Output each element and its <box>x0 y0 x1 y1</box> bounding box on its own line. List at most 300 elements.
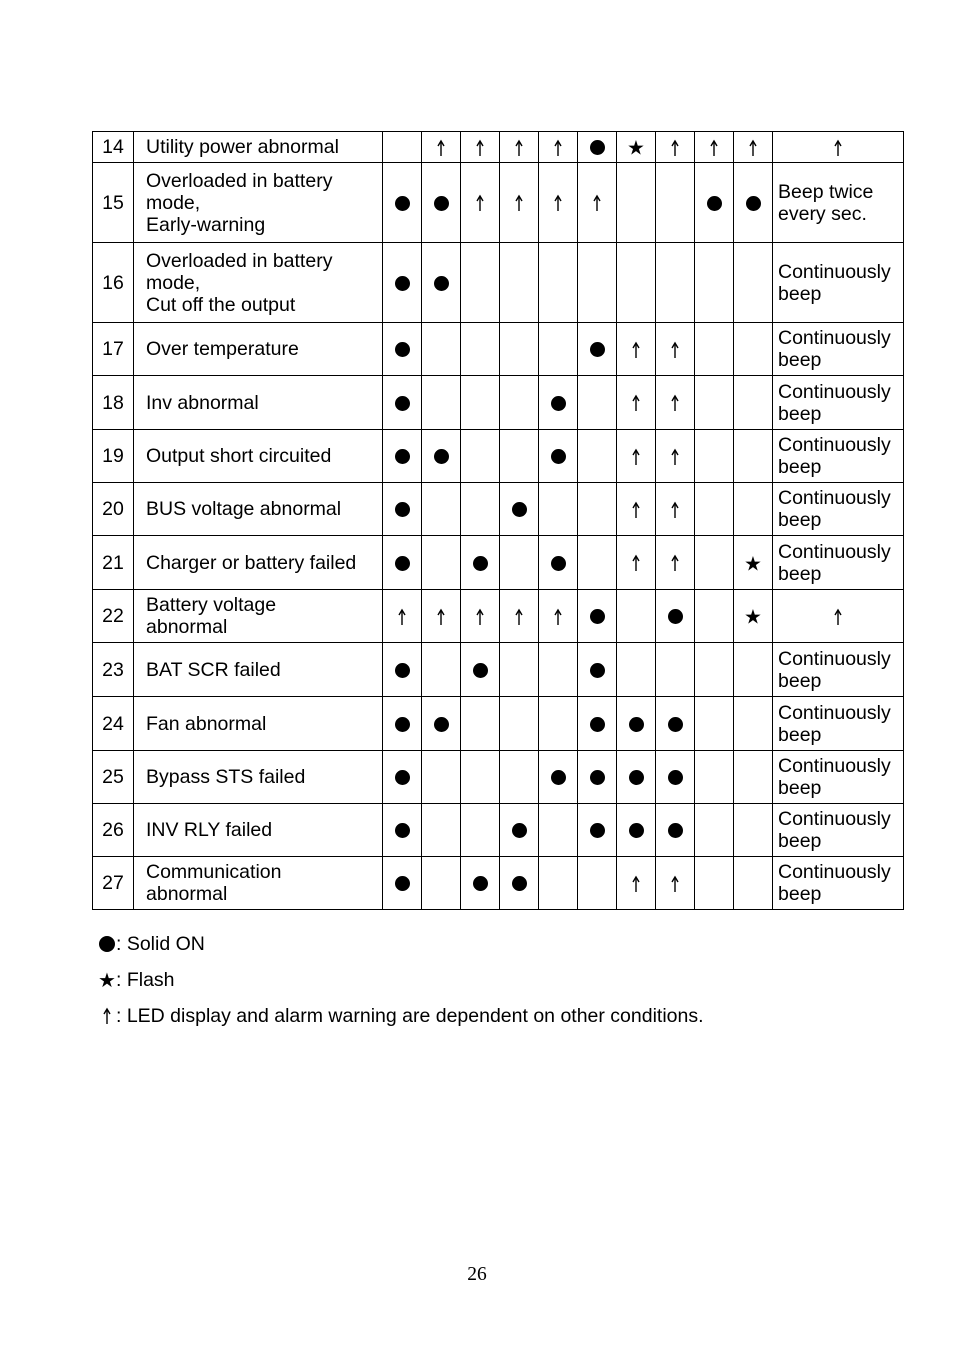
led-cell <box>578 430 617 483</box>
row-number: 21 <box>93 536 134 590</box>
solid-dot-icon <box>395 663 410 678</box>
alarm-text: Continuously beep <box>778 487 891 531</box>
led-cell <box>617 857 656 910</box>
row-description: Communication abnormal <box>146 861 282 905</box>
row-description-cell <box>134 804 383 857</box>
led-cell <box>656 590 695 643</box>
led-cell <box>734 643 773 697</box>
led-cell <box>578 697 617 751</box>
legend-dependent-text: : LED display and alarm warning are dependent on other conditions. <box>116 1005 704 1027</box>
led-cell <box>695 536 734 590</box>
arrow-up-icon <box>98 1007 116 1025</box>
arrow-up-icon <box>670 136 680 158</box>
led-cell <box>539 323 578 376</box>
led-cell <box>461 590 500 643</box>
arrow-up-icon <box>397 605 407 627</box>
led-cell <box>422 132 461 163</box>
led-cell <box>656 243 695 323</box>
solid-dot-icon <box>434 196 449 211</box>
arrow-up-icon <box>631 498 641 520</box>
row-number: 19 <box>93 430 134 483</box>
led-cell <box>734 857 773 910</box>
led-cell <box>617 243 656 323</box>
alarm-cell <box>773 376 904 430</box>
led-cell <box>656 376 695 430</box>
led-cell <box>539 590 578 643</box>
alarm-cell <box>773 163 904 243</box>
alarm-cell <box>773 590 904 643</box>
alarm-text: Continuously beep <box>778 861 891 905</box>
led-cell <box>656 804 695 857</box>
arrow-up-icon <box>670 552 680 574</box>
arrow-up-icon <box>514 136 524 158</box>
row-number: 20 <box>93 483 134 536</box>
led-cell <box>656 430 695 483</box>
led-cell <box>695 804 734 857</box>
alarm-cell <box>773 751 904 804</box>
led-cell <box>461 751 500 804</box>
solid-dot-icon <box>512 502 527 517</box>
solid-dot-icon <box>473 556 488 571</box>
led-cell <box>695 751 734 804</box>
led-cell <box>539 163 578 243</box>
row-description: INV RLY failed <box>146 819 273 841</box>
row-description-cell <box>134 857 383 910</box>
alarm-text: Continuously beep <box>778 808 891 852</box>
led-cell <box>539 243 578 323</box>
led-cell <box>578 536 617 590</box>
led-cell <box>734 163 773 243</box>
row-description: Over temperature <box>146 338 299 360</box>
row-description-cell <box>134 243 383 323</box>
led-cell <box>461 804 500 857</box>
led-cell <box>500 590 539 643</box>
led-cell <box>461 132 500 163</box>
solid-dot-icon <box>707 196 722 211</box>
arrow-up-icon <box>670 392 680 414</box>
solid-dot-icon <box>473 663 488 678</box>
row-description: Output short circuited <box>146 445 332 467</box>
table-row <box>93 536 904 590</box>
led-cell <box>539 483 578 536</box>
solid-dot-icon <box>395 276 410 291</box>
led-cell <box>656 483 695 536</box>
row-description-cell <box>134 751 383 804</box>
alarm-cell <box>773 323 904 376</box>
alarm-text: Continuously beep <box>778 755 891 799</box>
led-cell <box>539 643 578 697</box>
led-cell <box>656 323 695 376</box>
arrow-up-icon <box>436 136 446 158</box>
legend-solid-on-text: : Solid ON <box>116 933 205 955</box>
solid-dot-icon <box>395 823 410 838</box>
led-cell <box>422 430 461 483</box>
table-row <box>93 590 904 643</box>
solid-dot-icon <box>590 717 605 732</box>
led-cell <box>500 132 539 163</box>
led-cell <box>617 132 656 163</box>
table-row <box>93 697 904 751</box>
solid-dot-icon <box>434 717 449 732</box>
solid-dot-icon <box>629 717 644 732</box>
row-description-cell <box>134 430 383 483</box>
alarm-text: Continuously beep <box>778 260 891 305</box>
legend-dependent <box>98 1005 704 1027</box>
led-cell <box>656 536 695 590</box>
led-cell <box>539 376 578 430</box>
row-description: Inv abnormal <box>146 391 259 414</box>
led-cell <box>695 132 734 163</box>
arrow-up-icon <box>670 872 680 894</box>
led-cell <box>461 536 500 590</box>
led-cell <box>656 751 695 804</box>
table-row <box>93 751 904 804</box>
led-cell <box>539 804 578 857</box>
row-number: 25 <box>93 751 134 804</box>
led-cell <box>578 163 617 243</box>
row-description: BAT SCR failed <box>146 658 281 681</box>
led-cell <box>422 376 461 430</box>
alarm-cell <box>773 483 904 536</box>
table-row <box>93 430 904 483</box>
arrow-up-icon <box>709 136 719 158</box>
led-cell <box>383 590 422 643</box>
led-cell <box>461 243 500 323</box>
led-cell <box>578 483 617 536</box>
arrow-up-icon <box>773 605 903 627</box>
led-cell <box>422 536 461 590</box>
arrow-up-icon <box>514 192 524 214</box>
row-number: 26 <box>93 804 134 857</box>
table-row <box>93 163 904 243</box>
row-number: 24 <box>93 697 134 751</box>
led-cell <box>578 243 617 323</box>
led-cell <box>617 430 656 483</box>
led-cell <box>422 590 461 643</box>
star-icon: ★ <box>744 551 762 576</box>
arrow-up-icon <box>514 605 524 627</box>
led-cell <box>422 697 461 751</box>
led-cell <box>461 483 500 536</box>
led-cell <box>383 243 422 323</box>
led-cell <box>695 323 734 376</box>
led-cell <box>617 804 656 857</box>
solid-dot-icon <box>668 717 683 732</box>
led-cell <box>695 430 734 483</box>
arrow-up-icon <box>553 136 563 158</box>
led-cell <box>461 857 500 910</box>
row-number: 16 <box>93 243 134 323</box>
led-cell <box>695 697 734 751</box>
led-cell <box>461 430 500 483</box>
table-row <box>93 323 904 376</box>
arrow-up-icon <box>631 338 641 360</box>
star-icon: ★ <box>627 135 645 160</box>
led-cell <box>656 857 695 910</box>
led-cell <box>734 376 773 430</box>
led-cell <box>578 804 617 857</box>
row-description: Overloaded in battery mode, Early-warning <box>146 169 333 236</box>
arrow-up-icon <box>670 338 680 360</box>
led-cell <box>461 697 500 751</box>
row-description-cell <box>134 323 383 376</box>
led-cell <box>617 590 656 643</box>
led-cell <box>578 857 617 910</box>
led-cell <box>383 804 422 857</box>
led-cell <box>734 697 773 751</box>
led-cell <box>500 430 539 483</box>
alarm-cell <box>773 643 904 697</box>
solid-dot-icon <box>551 396 566 411</box>
led-cell <box>734 430 773 483</box>
led-cell <box>500 697 539 751</box>
led-cell <box>617 483 656 536</box>
row-description-cell <box>134 643 383 697</box>
led-cell <box>656 697 695 751</box>
led-cell <box>539 536 578 590</box>
led-cell <box>500 857 539 910</box>
led-cell <box>617 697 656 751</box>
arrow-up-icon <box>553 605 563 627</box>
led-cell <box>500 483 539 536</box>
row-number: 17 <box>93 323 134 376</box>
table-row <box>93 376 904 430</box>
led-cell <box>578 590 617 643</box>
led-cell <box>617 376 656 430</box>
solid-dot-icon <box>551 449 566 464</box>
led-cell <box>383 376 422 430</box>
led-cell <box>422 751 461 804</box>
solid-dot-icon <box>629 770 644 785</box>
led-cell <box>734 536 773 590</box>
solid-dot-icon <box>395 396 410 411</box>
led-cell <box>695 376 734 430</box>
led-cell <box>734 243 773 323</box>
legend-flash-text: : Flash <box>116 969 175 991</box>
solid-dot-icon <box>395 502 410 517</box>
led-cell <box>383 697 422 751</box>
solid-dot-icon <box>512 823 527 838</box>
led-cell <box>734 483 773 536</box>
led-cell <box>734 590 773 643</box>
star-icon: ★ <box>98 968 116 992</box>
led-cell <box>422 857 461 910</box>
arrow-up-icon <box>631 872 641 894</box>
led-cell <box>461 323 500 376</box>
led-cell <box>656 163 695 243</box>
led-cell <box>383 163 422 243</box>
row-description: Bypass STS failed <box>146 766 306 788</box>
table-row <box>93 132 904 163</box>
solid-dot-icon <box>629 823 644 838</box>
arrow-up-icon <box>670 498 680 520</box>
alarm-cell <box>773 430 904 483</box>
led-cell <box>383 132 422 163</box>
solid-dot-icon <box>590 770 605 785</box>
arrow-up-icon <box>475 192 485 214</box>
solid-dot-icon <box>668 609 683 624</box>
legend-solid-on <box>98 933 205 955</box>
solid-dot-icon <box>395 770 410 785</box>
solid-dot-icon <box>434 276 449 291</box>
solid-dot-icon <box>551 556 566 571</box>
led-cell <box>461 376 500 430</box>
row-number: 18 <box>93 376 134 430</box>
solid-dot-icon <box>98 936 116 952</box>
arrow-up-icon <box>670 445 680 467</box>
row-number: 15 <box>93 163 134 243</box>
alarm-text: Continuously beep <box>778 380 891 425</box>
led-cell <box>578 376 617 430</box>
arrow-up-icon <box>436 605 446 627</box>
led-cell <box>695 163 734 243</box>
alarm-text: Beep twice every sec. <box>778 180 874 225</box>
led-cell <box>383 483 422 536</box>
solid-dot-icon <box>590 663 605 678</box>
led-cell <box>656 643 695 697</box>
led-cell <box>617 163 656 243</box>
led-cell <box>578 751 617 804</box>
row-description: Utility power abnormal <box>146 136 339 158</box>
alarm-text: Continuously beep <box>778 327 891 371</box>
alarm-cell <box>773 697 904 751</box>
led-status-table <box>92 131 904 910</box>
table-row <box>93 483 904 536</box>
led-cell <box>500 643 539 697</box>
led-cell <box>695 483 734 536</box>
arrow-up-icon <box>475 605 485 627</box>
led-cell <box>695 243 734 323</box>
led-cell <box>383 857 422 910</box>
led-cell <box>500 751 539 804</box>
led-cell <box>383 751 422 804</box>
solid-dot-icon <box>512 876 527 891</box>
led-cell <box>500 243 539 323</box>
alarm-cell <box>773 536 904 590</box>
solid-dot-icon <box>590 140 605 155</box>
led-cell <box>656 132 695 163</box>
solid-dot-icon <box>590 609 605 624</box>
solid-dot-icon <box>395 556 410 571</box>
led-cell <box>422 483 461 536</box>
led-cell <box>617 536 656 590</box>
led-cell <box>734 804 773 857</box>
led-cell <box>383 536 422 590</box>
led-cell <box>383 323 422 376</box>
led-cell <box>500 376 539 430</box>
arrow-up-icon <box>773 136 903 158</box>
led-cell <box>383 430 422 483</box>
led-cell <box>539 697 578 751</box>
led-cell <box>461 163 500 243</box>
led-cell <box>734 323 773 376</box>
led-cell <box>422 643 461 697</box>
led-cell <box>695 590 734 643</box>
led-cell <box>383 643 422 697</box>
solid-dot-icon <box>590 823 605 838</box>
table-body <box>93 132 904 910</box>
row-description: Charger or battery failed <box>146 551 357 574</box>
led-cell <box>422 804 461 857</box>
row-description: Battery voltage abnormal <box>146 594 277 638</box>
row-description-cell <box>134 697 383 751</box>
led-cell <box>422 323 461 376</box>
led-cell <box>500 323 539 376</box>
arrow-up-icon <box>553 192 563 214</box>
led-cell <box>578 323 617 376</box>
arrow-up-icon <box>631 445 641 467</box>
alarm-text: Continuously beep <box>778 540 891 585</box>
alarm-cell <box>773 132 904 163</box>
solid-dot-icon <box>395 196 410 211</box>
star-icon: ★ <box>744 604 762 629</box>
solid-dot-icon <box>551 770 566 785</box>
solid-dot-icon <box>395 342 410 357</box>
led-cell <box>461 643 500 697</box>
arrow-up-icon <box>592 192 602 214</box>
solid-dot-icon <box>434 449 449 464</box>
led-cell <box>734 751 773 804</box>
row-description: Fan abnormal <box>146 712 267 735</box>
table-row <box>93 243 904 323</box>
led-cell <box>539 132 578 163</box>
led-cell <box>539 857 578 910</box>
table-row <box>93 804 904 857</box>
table-row <box>93 643 904 697</box>
row-description-cell <box>134 483 383 536</box>
led-cell <box>578 643 617 697</box>
led-cell <box>617 323 656 376</box>
row-description-cell <box>134 376 383 430</box>
solid-dot-icon <box>668 770 683 785</box>
solid-dot-icon <box>746 196 761 211</box>
arrow-up-icon <box>748 136 758 158</box>
solid-dot-icon <box>668 823 683 838</box>
row-description: BUS voltage abnormal <box>146 498 342 520</box>
row-number: 23 <box>93 643 134 697</box>
row-description-cell <box>134 132 383 163</box>
arrow-up-icon <box>475 136 485 158</box>
led-cell <box>695 857 734 910</box>
arrow-up-icon <box>631 392 641 414</box>
row-number: 14 <box>93 132 134 163</box>
alarm-cell <box>773 243 904 323</box>
solid-dot-icon <box>590 342 605 357</box>
led-cell <box>500 163 539 243</box>
led-cell <box>500 536 539 590</box>
solid-dot-icon <box>395 876 410 891</box>
solid-dot-icon <box>395 449 410 464</box>
row-description: Overloaded in battery mode, Cut off the output <box>146 249 333 316</box>
row-number: 27 <box>93 857 134 910</box>
page-number: 26 <box>467 1264 487 1285</box>
legend-flash <box>98 969 175 991</box>
row-description-cell <box>134 536 383 590</box>
solid-dot-icon <box>395 717 410 732</box>
alarm-text: Continuously beep <box>778 647 891 692</box>
led-cell <box>617 643 656 697</box>
alarm-text: Continuously beep <box>778 434 891 478</box>
alarm-text: Continuously beep <box>778 701 891 746</box>
row-description-cell <box>134 163 383 243</box>
table-row <box>93 857 904 910</box>
arrow-up-icon <box>631 552 641 574</box>
led-cell <box>539 751 578 804</box>
led-cell <box>578 132 617 163</box>
alarm-cell <box>773 857 904 910</box>
led-cell <box>500 804 539 857</box>
led-cell <box>539 430 578 483</box>
